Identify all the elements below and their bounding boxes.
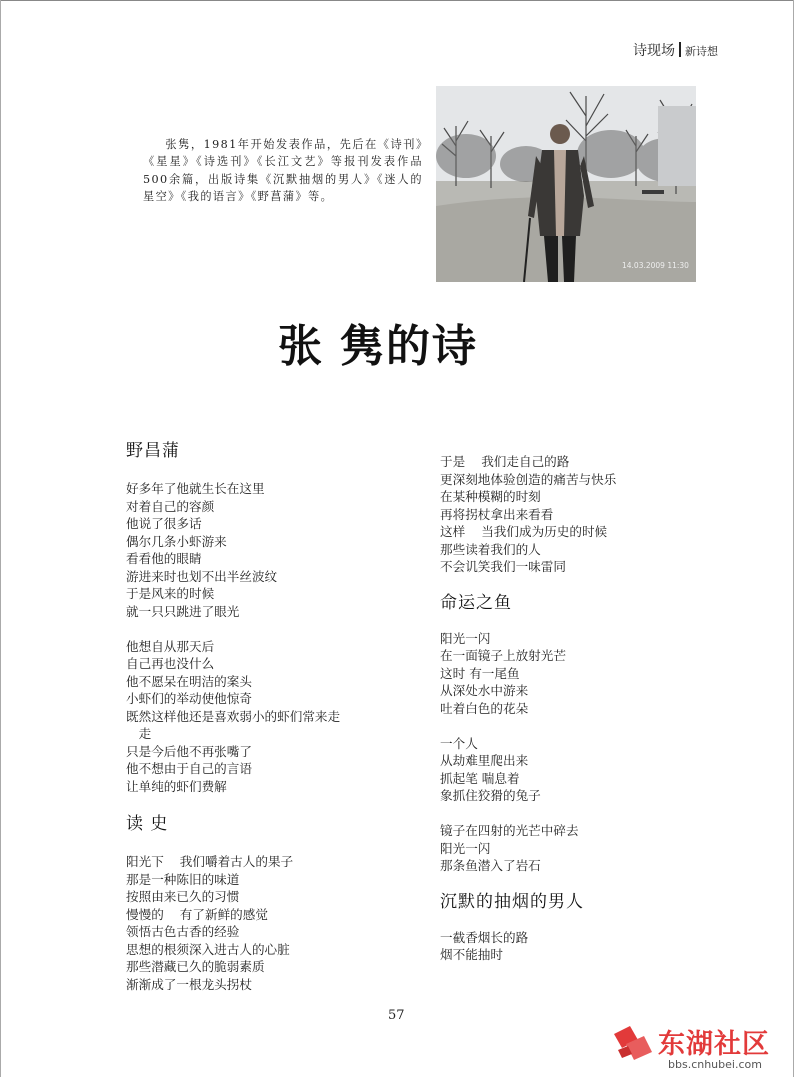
poem-title: 命运之鱼: [440, 592, 512, 613]
poem-line: 看看他的眼睛: [126, 551, 202, 566]
poem-line: 既然这样他还是喜欢弱小的虾们常来走: [126, 708, 341, 724]
poem-line: 就一只只跳进了眼光: [126, 603, 240, 619]
right-column: [440, 453, 700, 964]
site-watermark: [612, 1020, 792, 1074]
watermark-brand: 东湖社区: [658, 1029, 770, 1060]
poem-body-continued: [440, 453, 700, 576]
poem-line: 这时 有一尾鱼: [440, 665, 520, 681]
poem-line: 象抓住狡猾的兔子: [440, 788, 541, 803]
poem-line: 那些读着我们的人: [440, 541, 541, 557]
poem-body: [126, 853, 396, 993]
header-divider: [679, 42, 681, 57]
poem-line: 他想自从那天后: [126, 638, 215, 654]
poem-line: 于是风来的时候: [126, 586, 215, 601]
title-part-2: 隽的诗: [340, 321, 478, 372]
stanza-break: [126, 620, 396, 638]
poem-line: 阳光一闪: [440, 630, 491, 646]
running-header: [633, 40, 718, 60]
poem-line: 阳光下 我们嚼着古人的果子: [126, 854, 294, 869]
poem-line: 对着自己的容颜: [126, 498, 215, 514]
poem-line: 那些潜藏已久的脆弱素质: [126, 959, 265, 974]
page-border-top: [0, 0, 794, 1]
poem-line: 吐着白色的花朵: [440, 700, 529, 716]
page-number: 57: [388, 1008, 405, 1023]
poem-line: 那是一种陈旧的味道: [126, 871, 240, 887]
poem-line: 他不想由于自己的言语: [126, 761, 252, 776]
poem-line: 在某种模糊的时刻: [440, 489, 541, 504]
poem-line: 一个人: [440, 735, 478, 751]
poem-line: 镜子在四射的光芒中碎去: [440, 823, 579, 838]
watermark-logo-icon: [612, 1022, 656, 1062]
poem-line: 更深刻地体验创造的痛苦与快乐: [440, 471, 617, 487]
section-name: 新诗想: [685, 45, 718, 58]
author-bio: 张隽，1981年开始发表作品，先后在《诗刊》《星星》《诗选刊》《长江文艺》等报刊发表作品500余篇，出版诗集《沉默抽烟的男人》《迷人的星空》《我的语言》《野菖蒲》等。: [143, 138, 423, 203]
poem-line: 他不愿呆在明洁的案头: [126, 673, 252, 689]
poem-line: 从劫难里爬出来: [440, 753, 529, 768]
poem-line: 按照由来已久的习惯: [126, 889, 240, 904]
poem-line: 阳光一闪: [440, 840, 491, 856]
poem-body: [440, 630, 700, 875]
poem-line: 烟不能抽时: [440, 947, 503, 962]
poem-body: [126, 480, 396, 795]
poem-line: 小虾们的举动使他惊奇: [126, 691, 252, 706]
poem-line: 渐渐成了一根龙头拐杖: [126, 976, 252, 992]
poem-line: 自己再也没什么: [126, 656, 215, 671]
poem-line: 这样 当我们成为历史的时候: [440, 524, 608, 539]
poem-line: 他说了很多话: [126, 516, 202, 531]
poem-line: 那条鱼潜入了岩石: [440, 858, 541, 873]
page-border-left: [0, 0, 1, 1077]
poem-line: 不会讥笑我们一味雷同: [440, 559, 566, 574]
poem-line: 偶尔几条小虾游来: [126, 533, 227, 549]
watermark-site: bbs.cnhubei.com: [668, 1058, 762, 1071]
column-name: 诗现场: [633, 43, 675, 59]
author-photo: [436, 86, 696, 282]
poem-line: 好多年了他就生长在这里: [126, 481, 265, 496]
poem-line: 从深处水中游来: [440, 683, 529, 698]
poem-line: 走: [138, 726, 152, 741]
poem-line: 在一面镜子上放射光芒: [440, 648, 566, 663]
page-title: [0, 310, 756, 374]
poem-body: [440, 929, 700, 964]
poem-line: 领悟古色古香的经验: [126, 924, 240, 939]
left-column: [126, 438, 396, 993]
poem-line: 一截香烟长的路: [440, 929, 529, 945]
poem-line: 于是 我们走自己的路: [440, 454, 570, 469]
stanza-break: [440, 717, 700, 735]
title-part-1: 张: [278, 321, 324, 372]
poem-title: 野昌蒲: [126, 441, 180, 461]
poem-title: 读 史: [126, 814, 169, 834]
poem-title: 沉默的抽烟的男人: [440, 891, 584, 912]
poem-line: 抓起笔 喘息着: [440, 770, 520, 786]
stanza-break: [440, 805, 700, 823]
poem-line: 让单纯的虾们费解: [126, 778, 227, 794]
poem-line: 慢慢的 有了新鲜的感觉: [126, 906, 268, 922]
poem-line: 再将拐杖拿出来看看: [440, 506, 554, 522]
photo-timestamp: 14.03.2009 11:30: [622, 261, 689, 270]
poem-line: 游进来时也划不出半丝波纹: [126, 568, 278, 584]
poem-line: 思想的根须深入进古人的心脏: [126, 941, 290, 957]
poem-line: 只是今后他不再张嘴了: [126, 743, 252, 759]
